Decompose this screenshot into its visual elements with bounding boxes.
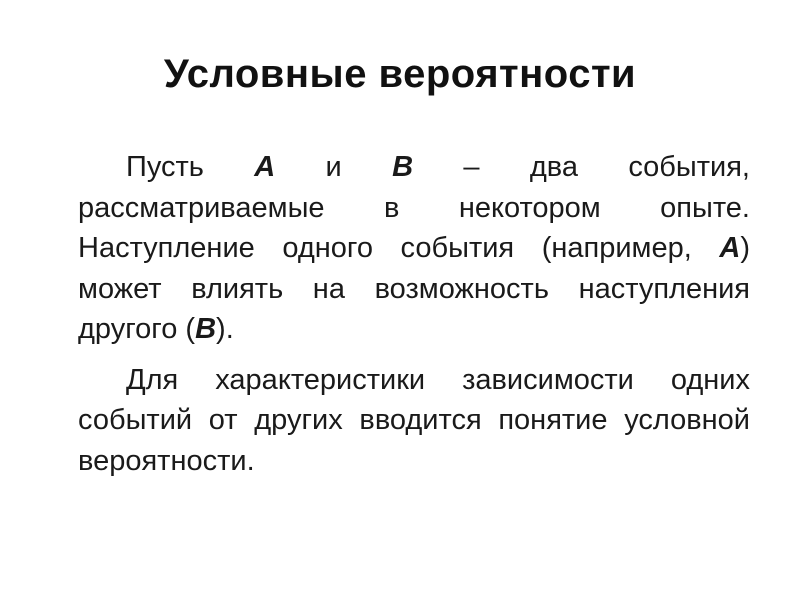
- event-a: A: [254, 151, 276, 183]
- event-a: A: [719, 232, 741, 264]
- event-b: B: [195, 313, 217, 345]
- text-segment: ).: [216, 313, 234, 345]
- paragraph-events: [78, 147, 750, 350]
- event-b: B: [392, 151, 414, 183]
- slide-body: [78, 147, 750, 481]
- text-segment: и: [275, 151, 393, 183]
- text-segment: Пусть: [126, 151, 255, 183]
- text-segment: – два события, рассматриваемые в некотором опыте. Наступление одного события (например,: [78, 151, 750, 264]
- slide-title: Условные вероятности: [163, 52, 637, 96]
- paragraph-conditional: Для характеристики зависимости одних событий от других вводится понятие условной вероятности.: [78, 363, 750, 477]
- text-segment: ) может влиять на возможность наступления другого (: [78, 232, 750, 345]
